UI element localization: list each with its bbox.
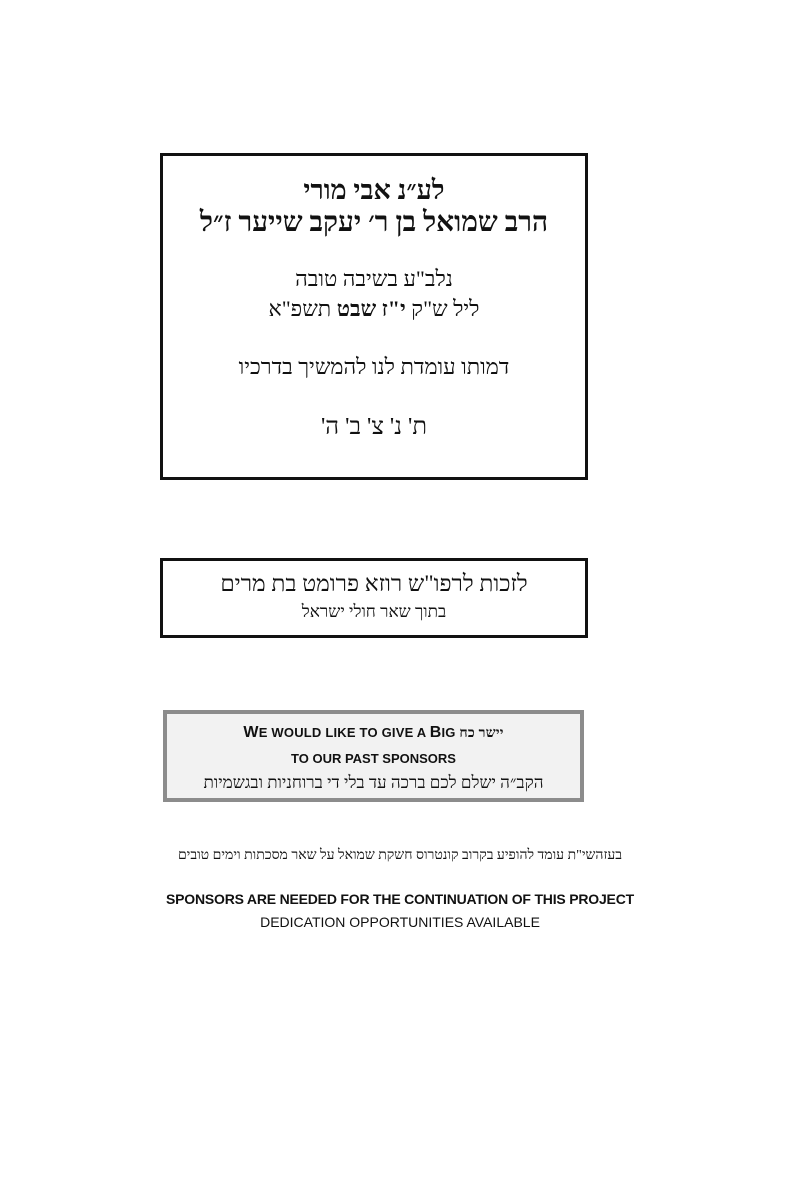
memorial-date-suffix: תשפ"א	[268, 296, 337, 321]
memorial-title-line2: הרב שמואל בן ר׳ יעקב שייער ז״ל	[199, 207, 549, 238]
thanks-big-initial: B	[429, 724, 442, 741]
memorial-passed-line: נלב"ע בשיבה טובה	[295, 266, 453, 291]
upcoming-publication-line: בעזהשי"ת עומד להופיע בקרוב קונטרוס חשקת שמואל על שאר מסכתות וימים טובים	[177, 848, 623, 863]
memorial-date-bold: י"ז שבט	[336, 296, 406, 321]
thanks-line1	[167, 720, 580, 747]
memorial-dedication-box	[160, 153, 588, 480]
memorial-title-line1: לע״נ אבי מורי	[303, 175, 445, 205]
memorial-tanzeva: ת' נ' צ' ב' ה'	[320, 414, 427, 440]
memorial-date-line	[163, 294, 585, 324]
memorial-legacy-line: דמותו עומדת לנו להמשיך בדרכיו	[238, 354, 510, 379]
thanks-line1-rest: WOULD LIKE TO GIVE A	[267, 725, 430, 740]
memorial-date-prefix: ליל ש"ק	[405, 296, 480, 321]
thanks-line3: הקב״ה ישלם לכם ברכה עד בלי די ברוחניות ובגשמיות	[203, 773, 544, 792]
thanks-we-initial: W	[243, 724, 259, 741]
thanks-line2: TO OUR PAST SPONSORS	[291, 751, 456, 766]
sponsors-needed-line: SPONSORS ARE NEEDED FOR THE CONTINUATION OF THIS PROJECT	[166, 891, 634, 907]
thanks-yasher-koach: יישר כח	[459, 726, 504, 741]
refuah-dedication-box	[160, 558, 588, 638]
thanks-big-rest: IG	[441, 725, 456, 740]
thank-sponsors-box	[163, 710, 584, 802]
dedication-opportunities-line: DEDICATION OPPORTUNITIES AVAILABLE	[260, 914, 540, 930]
thanks-we-rest: E	[258, 725, 268, 740]
refuah-line2: בתוך שאר חולי ישראל	[301, 602, 447, 621]
refuah-line1: לזכות לרפו"ש רוזא פרומט בת מרים	[220, 571, 528, 596]
